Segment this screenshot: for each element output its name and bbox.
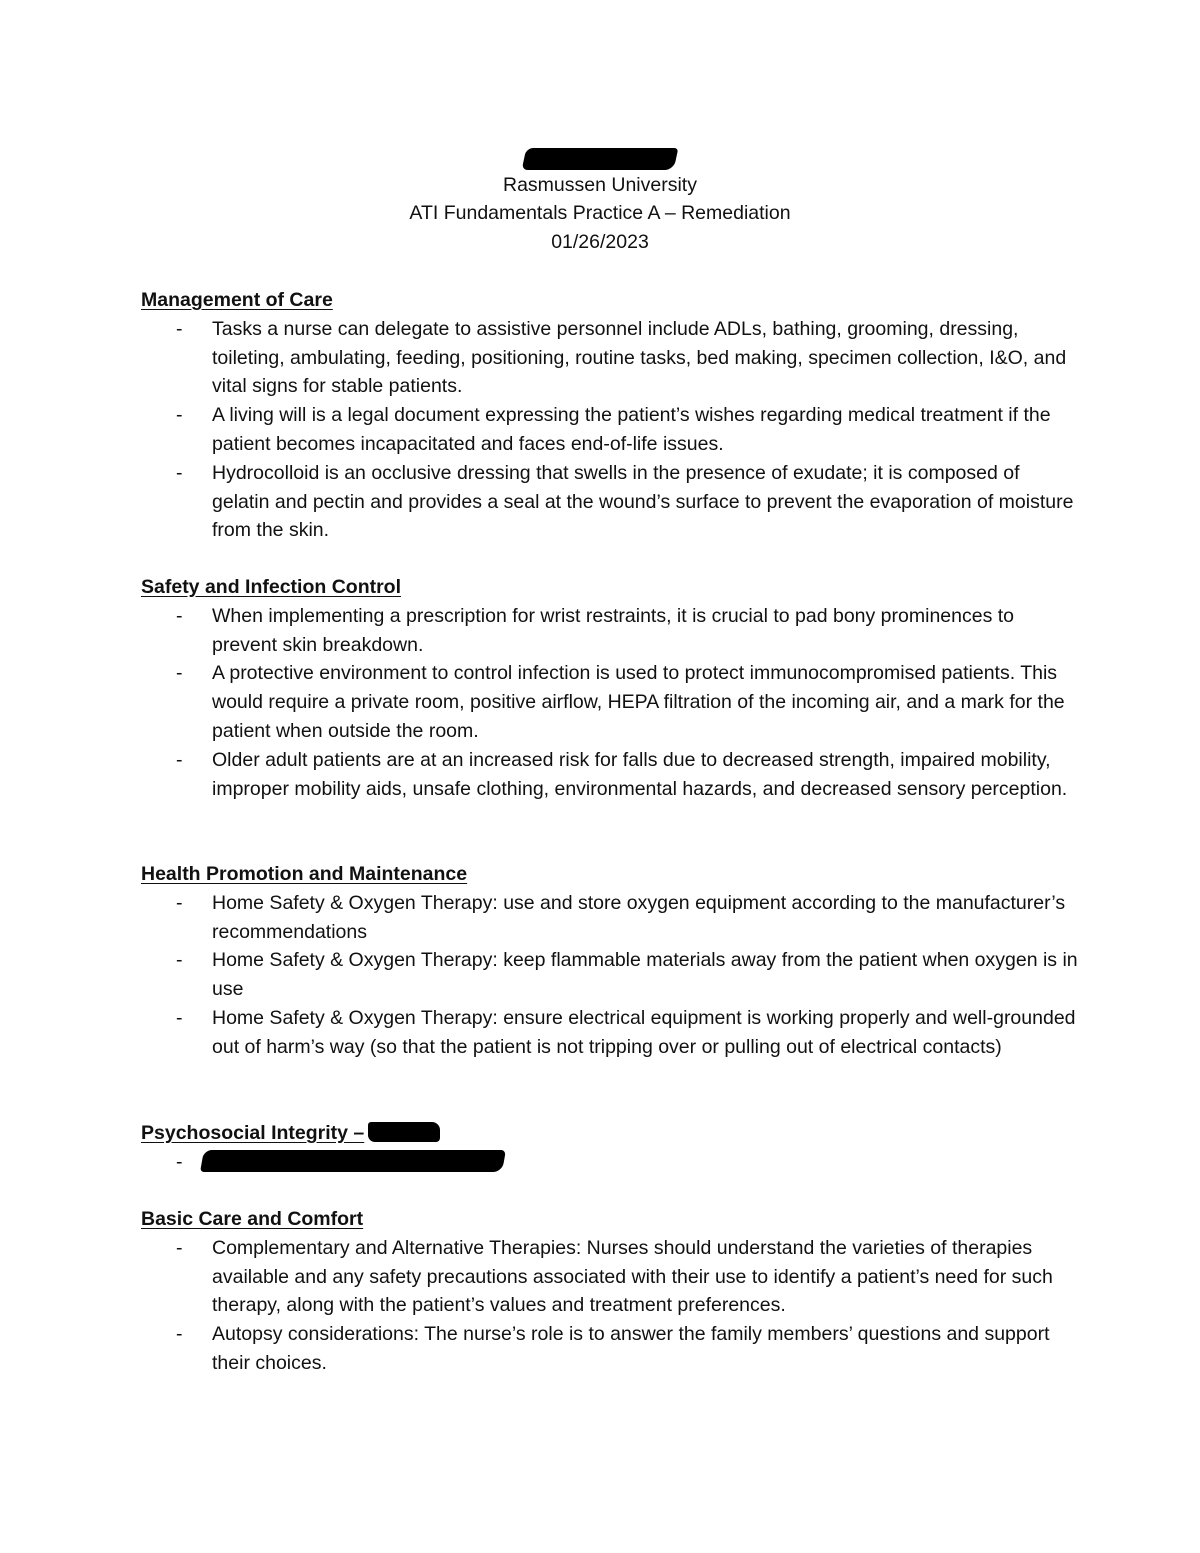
section-title: Management of Care — [141, 289, 333, 311]
section-title-row — [141, 1119, 1081, 1148]
bullet-text: When implementing a prescription for wrist restraints, it is crucial to pad bony prominences to prevent skin breakdown. — [212, 604, 1015, 656]
bullet-text: Home Safety & Oxygen Therapy: ensure electrical equipment is working properly and well-grounded out of harm’s way (so that the patient is not tripping over or pulling out of electrical contacts) — [212, 1006, 1076, 1058]
bullet-text: Older adult patients are at an increased risk for falls due to decreased strength, impaired mobility, improper mobility aids, unsafe clothing, environmental hazards, and decreased sensory perception. — [212, 748, 1068, 800]
section-psychosocial-integrity — [141, 1119, 1081, 1177]
bullet-marker: - — [176, 404, 183, 427]
list-item — [141, 602, 1081, 660]
bullet-list — [141, 315, 1081, 545]
document-title: ATI Fundamentals Practice A – Remediation — [409, 202, 791, 225]
section-management-of-care — [141, 286, 1081, 545]
list-item — [141, 659, 1081, 745]
section-health-promotion-and-maintenance — [141, 860, 1081, 1062]
bullet-marker: - — [176, 1150, 183, 1173]
bullet-list — [141, 602, 1081, 804]
document-header — [0, 142, 1200, 256]
bullet-marker: - — [176, 662, 183, 685]
bullet-list — [141, 1234, 1081, 1378]
bullet-marker: - — [176, 317, 183, 340]
section-safety-and-infection-control — [141, 573, 1081, 803]
list-item — [141, 459, 1081, 545]
redacted-bullet-text — [200, 1150, 506, 1172]
list-item — [141, 946, 1081, 1004]
list-item — [141, 746, 1081, 804]
bullet-text: Home Safety & Oxygen Therapy: keep flammable materials away from the patient when oxygen is in use — [212, 949, 1078, 1001]
bullet-text: Home Safety & Oxygen Therapy: use and store oxygen equipment according to the manufacturer’s recommendations — [212, 891, 1066, 943]
redacted-author-name — [522, 148, 679, 170]
section-basic-care-and-comfort — [141, 1205, 1081, 1378]
list-item — [141, 889, 1081, 947]
bullet-list — [141, 1148, 1081, 1177]
section-title: Basic Care and Comfort — [141, 1208, 364, 1230]
section-title: Psychosocial Integrity – — [141, 1122, 365, 1144]
bullet-list — [141, 889, 1081, 1062]
list-item — [141, 401, 1081, 459]
bullet-text: Autopsy considerations: The nurse’s role is to answer the family members’ questions and support their choices. — [212, 1323, 1050, 1374]
bullet-marker: - — [176, 604, 183, 627]
bullet-marker: - — [176, 461, 183, 484]
bullet-text: Tasks a nurse can delegate to assistive personnel include ADLs, bathing, grooming, dressing, toileting, ambulating, feeding, positioning, routine tasks, bed making, specimen collection, I&O, and vital signs for stable patients. — [212, 317, 1067, 398]
institution-name: Rasmussen University — [503, 173, 697, 196]
list-item — [141, 1004, 1081, 1062]
bullet-marker: - — [176, 1236, 183, 1259]
author-name-line — [0, 142, 1200, 171]
bullet-text: Complementary and Alternative Therapies: Nurses should understand the varieties of therapies available and any safety precautions associated with their use to identify a patient’s need for such therapy, along with the patient’s values and treatment preferences. — [212, 1236, 1053, 1317]
list-item — [141, 1234, 1081, 1320]
redacted-title-suffix — [368, 1122, 440, 1142]
list-item — [141, 1320, 1081, 1378]
section-title: Safety and Infection Control — [141, 576, 402, 598]
document-date: 01/26/2023 — [551, 230, 649, 253]
list-item — [141, 315, 1081, 401]
bullet-marker: - — [176, 1323, 183, 1346]
bullet-marker: - — [176, 1006, 183, 1029]
list-item — [141, 1148, 1081, 1177]
bullet-marker: - — [176, 949, 183, 972]
section-title: Health Promotion and Maintenance — [141, 863, 468, 885]
bullet-marker: - — [176, 891, 183, 914]
bullet-text: A living will is a legal document expressing the patient’s wishes regarding medical treatment if the patient becomes incapacitated and faces end-of-life issues. — [212, 404, 1051, 455]
bullet-text: Hydrocolloid is an occlusive dressing that swells in the presence of exudate; it is composed of gelatin and pectin and provides a seal at the wound’s surface to prevent the evaporation of moisture from the skin. — [212, 461, 1074, 542]
bullet-marker: - — [176, 748, 183, 771]
bullet-text: A protective environment to control infection is used to protect immunocompromised patients. This would require a private room, positive airflow, HEPA filtration of the incoming air, and a mark for the patient when outside the room. — [212, 662, 1065, 742]
